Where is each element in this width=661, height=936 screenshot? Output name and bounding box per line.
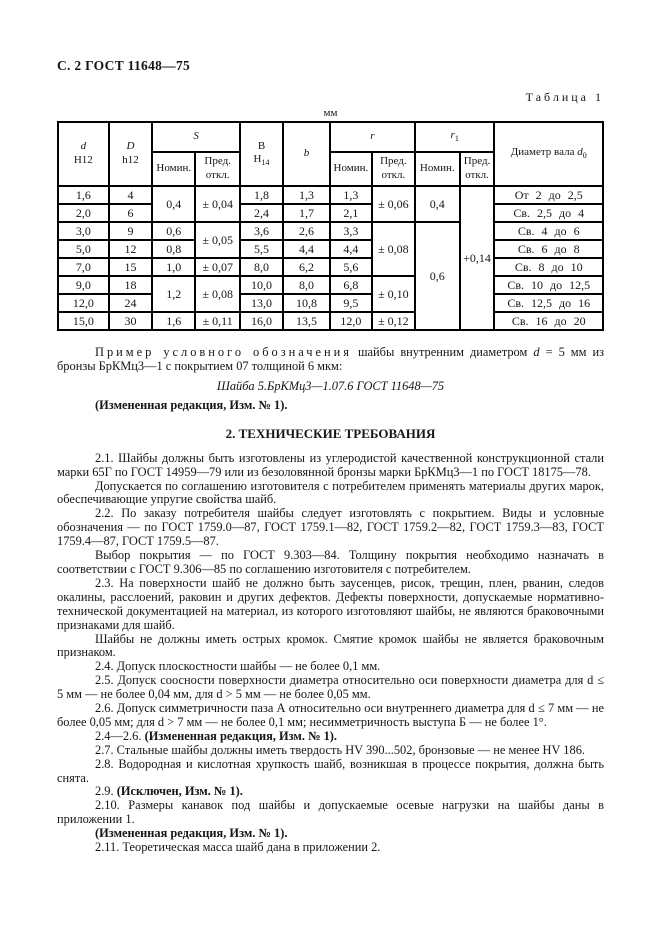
cell-s-nominal: 1,6	[152, 312, 195, 330]
cell-r-nominal: 12,0	[330, 312, 372, 330]
cell-s-deviation: ± 0,08	[195, 276, 240, 312]
cell-D: 4	[109, 186, 153, 204]
cell-d: 15,0	[58, 312, 109, 330]
cell-B: 13,0	[240, 294, 283, 312]
table-row	[58, 222, 603, 240]
col-header-B: В $Н_{14}$	[240, 122, 283, 186]
col-header-b: b	[283, 122, 330, 186]
cell-s-nominal: 0,4	[152, 186, 195, 222]
cell-r-nominal: 4,4	[330, 240, 372, 258]
cell-s-nominal: 0,6	[152, 222, 195, 240]
paragraph-2-8: 2.8. Водородная и кислотная хрупкость шайб, возникшая в процессе покрытия, должна быть снята.	[57, 756, 604, 785]
cell-d: 1,6	[58, 186, 109, 204]
cell-s-nominal: 1,2	[152, 276, 195, 312]
cell-b: 8,0	[283, 276, 330, 294]
paragraph-2-6: 2.6. Допуск симметричности паза А относительно оси внутреннего диаметра для d ≤ 7 мм — не более 0,05 мм; для d > 7 мм — не более 0,1 мм; несимметричность выступа Б — не более 1°.	[57, 701, 604, 729]
cell-b: 6,2	[283, 258, 330, 276]
table-row	[58, 312, 603, 330]
paragraph-2-5: 2.5. Допуск соосности поверхности диаметра относительно оси поверхности диаметра для d ≤ 5 мм — не более 0,04 мм, для d > 5 мм — не более 0,05 мм.	[57, 673, 604, 702]
col-header-shaft-diameter: Диаметр вала $d_0$	[494, 122, 603, 186]
cell-r-nominal: 1,3	[330, 186, 372, 204]
table-row	[58, 294, 603, 312]
paragraph-2-7: 2.7. Стальные шайбы должны иметь твердость HV 390...502, бронзовые — не менее HV 186.	[95, 742, 585, 757]
cell-shaft-range: От 2 до 2,5	[494, 186, 603, 204]
cell-shaft-range: Св. 16 до 20	[494, 312, 603, 330]
cell-r-deviation: ± 0,06	[372, 186, 415, 222]
table-row	[58, 240, 603, 258]
cell-s-deviation: ± 0,04	[195, 186, 240, 222]
col-header-D: D h12	[109, 122, 153, 186]
paragraph-2-2: 2.2. По заказу потребителя шайбы следует изготовлять с покрытием. Виды и условные обозначения — по ГОСТ 1759.0—87, ГОСТ 1759.1—82, ГОСТ 1759.2—82, ГОСТ 1759.3—83, ГОСТ 1759.4—87, ГОСТ 1759.5—87.	[57, 506, 604, 549]
cell-d: 3,0	[58, 222, 109, 240]
cell-B: 10,0	[240, 276, 283, 294]
cell-r-nominal: 6,8	[330, 276, 372, 294]
table-row	[58, 204, 603, 222]
cell-d: 12,0	[58, 294, 109, 312]
section-title: 2. ТЕХНИЧЕСКИЕ ТРЕБОВАНИЯ	[225, 425, 436, 441]
paragraph-2-11: 2.11. Теоретическая масса шайб дана в приложении 2.	[95, 840, 381, 855]
table-row	[58, 186, 603, 204]
cell-D: 30	[109, 312, 153, 330]
paragraph-2-4: 2.4. Допуск плоскостности шайбы — не более 0,1 мм.	[95, 659, 381, 674]
cell-B: 3,6	[240, 222, 283, 240]
subheader-r-nominal: Номин.	[330, 152, 372, 186]
cell-D: 9	[109, 222, 153, 240]
cell-r1-nominal: 0,4	[415, 186, 460, 222]
cell-r-nominal: 3,3	[330, 222, 372, 240]
cell-s-deviation: ± 0,11	[195, 312, 240, 330]
cell-d: 5,0	[58, 240, 109, 258]
col-header-S: S	[152, 122, 240, 152]
designation-line: Шайба 5.БрКМц3—1.07.6 ГОСТ 11648—75	[216, 378, 445, 393]
paragraph-2-9: 2.9. (Исключен, Изм. № 1).	[95, 784, 243, 799]
table-row	[58, 276, 603, 294]
example-spaced-lead: Пример условного обозначения	[95, 345, 352, 359]
paragraph-2-10-amended: (Измененная редакция, Изм. № 1).	[95, 826, 288, 841]
subheader-s-deviation: Пред. откл.	[195, 152, 240, 186]
cell-s-nominal: 0,8	[152, 240, 195, 258]
cell-r-deviation: ± 0,12	[372, 312, 415, 330]
amended-note: (Измененная редакция, Изм. № 1).	[95, 397, 288, 412]
cell-b: 2,6	[283, 222, 330, 240]
cell-shaft-range: Св. 6 до 8	[494, 240, 603, 258]
cell-r-deviation: ± 0,08	[372, 222, 415, 276]
spec-table	[57, 121, 604, 331]
cell-b: 1,7	[283, 204, 330, 222]
cell-r1-nominal: 0,6	[415, 222, 460, 330]
cell-D: 15	[109, 258, 153, 276]
cell-D: 18	[109, 276, 153, 294]
cell-d: 2,0	[58, 204, 109, 222]
paragraph-2-3b: Шайбы не должны иметь острых кромок. Смятие кромок шайбы не является браковочным признаком.	[57, 631, 604, 660]
cell-r-nominal: 5,6	[330, 258, 372, 276]
cell-b: 10,8	[283, 294, 330, 312]
cell-d: 9,0	[58, 276, 109, 294]
cell-B: 5,5	[240, 240, 283, 258]
cell-s-deviation: ± 0,07	[195, 258, 240, 276]
cell-shaft-range: Св. 8 до 10	[494, 258, 603, 276]
subheader-r1-nominal: Номин.	[415, 152, 460, 186]
col-header-d: d H12	[58, 122, 109, 186]
cell-b: 1,3	[283, 186, 330, 204]
cell-r1-deviation: +0,14	[460, 186, 495, 330]
cell-r-nominal: 2,1	[330, 204, 372, 222]
paragraph-2-10: 2.10. Размеры канавок под шайбы и допускаемые осевые нагрузки на шайбы даны в приложении 1.	[57, 798, 604, 827]
subheader-r1-deviation: Пред. откл.	[460, 152, 495, 186]
example-paragraph: Пример условного обозначения шайбы внутренним диаметром d = 5 мм из бронзы БрКМц3—1 с покрытием 07 толщиной 6 мкм:	[57, 345, 605, 373]
cell-D: 6	[109, 204, 153, 222]
col-header-r1: $r_1$	[415, 122, 495, 152]
cell-shaft-range: Св. 2,5 до 4	[494, 204, 603, 222]
cell-shaft-range: Св. 4 до 6	[494, 222, 603, 240]
cell-D: 12	[109, 240, 153, 258]
cell-s-nominal: 1,0	[152, 258, 195, 276]
units-label: мм	[323, 107, 338, 119]
variable-d: d	[533, 345, 540, 359]
col-header-r: r	[330, 122, 415, 152]
page-header: С. 2 ГОСТ 11648—75	[57, 58, 191, 73]
paragraph-2-4-2-6-amended: 2.4—2.6. (Измененная редакция, Изм. № 1).	[95, 728, 338, 743]
table-header-row	[58, 122, 603, 152]
cell-r-nominal: 9,5	[330, 294, 372, 312]
cell-B: 2,4	[240, 204, 283, 222]
cell-B: 8,0	[240, 258, 283, 276]
cell-B: 16,0	[240, 312, 283, 330]
table-row	[58, 258, 603, 276]
paragraph-2-2b: Выбор покрытия — по ГОСТ 9.303—84. Толщину покрытия необходимо назначать в соответствии с ГОСТ 9.306—85 по соглашению изготовителя с потребителем.	[57, 548, 604, 576]
cell-shaft-range: Св. 12,5 до 16	[494, 294, 603, 312]
cell-d: 7,0	[58, 258, 109, 276]
paragraph-2-1: 2.1. Шайбы должны быть изготовлены из углеродистой качественной конструкционной стали марки 65Г по ГОСТ 14959—79 или из безоловянной бронзы марки БрКМц3—1 по ГОСТ 18175—78.	[57, 450, 604, 479]
cell-b: 4,4	[283, 240, 330, 258]
cell-b: 13,5	[283, 312, 330, 330]
cell-shaft-range: Св. 10 до 12,5	[494, 276, 603, 294]
cell-D: 24	[109, 294, 153, 312]
paragraph-2-3: 2.3. На поверхности шайб не должно быть заусенцев, рисок, трещин, плен, рванин, следов окалины, расслоений, раковин и других дефектов. Дефекты поверхности, допускаемые нормативно-технической документацией на материал, из которого изготовляют шайбы, не являются браковочными признаками для шайб.	[57, 575, 604, 632]
subheader-s-nominal: Номин.	[152, 152, 195, 186]
subheader-r-deviation: Пред. откл.	[372, 152, 415, 186]
cell-s-deviation: ± 0,05	[195, 222, 240, 258]
table-caption: Таблица 1	[525, 90, 604, 104]
cell-r-deviation: ± 0,10	[372, 276, 415, 312]
cell-B: 1,8	[240, 186, 283, 204]
paragraph-2-1b: Допускается по соглашению изготовителя с потребителем применять материалы других марок, обеспечивающие упругие свойства шайб.	[57, 478, 604, 507]
